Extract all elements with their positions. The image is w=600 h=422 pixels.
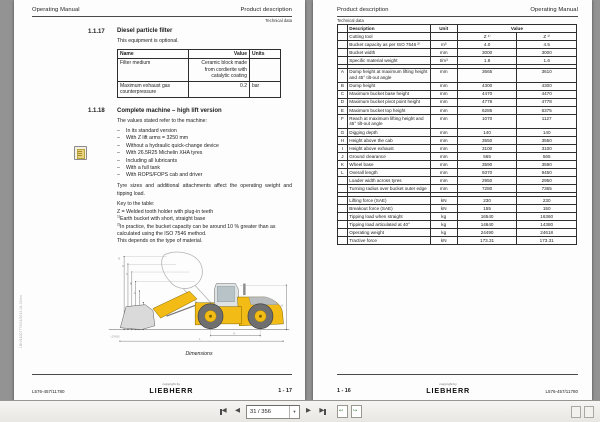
left-page-content <box>32 28 292 361</box>
technical-data-table <box>337 24 577 245</box>
manual-page-left <box>14 0 305 401</box>
figure-code: L576060 <box>110 335 120 338</box>
section-1117 <box>32 28 292 104</box>
bullet-item: – With a full tank <box>117 164 161 171</box>
bucket <box>120 304 155 329</box>
note-icon <box>74 146 87 160</box>
bullet-item: – With 26.5R25 Michelin XHA tyres <box>117 150 203 157</box>
header-rule <box>32 16 292 17</box>
svg-text:D: D <box>122 263 125 268</box>
paragraph: Tyre sizes and additional attachments affect the operating weight and tipping load. <box>117 183 292 197</box>
technical-table-body <box>338 33 577 245</box>
key-line: This depends on the type of material. <box>117 238 203 245</box>
table-row: I Height above exhaust mm 3100 3100 <box>338 145 577 153</box>
page-header <box>32 7 292 13</box>
col-value: Value <box>457 25 576 33</box>
table-row: Maximum exhaust gas counterpressure 0.2 bar <box>118 81 281 97</box>
col-letter <box>338 25 348 33</box>
bullet-item: – In its standard version <box>117 128 177 135</box>
table-row: Loader width across tyres mm 2950 2950 <box>338 177 577 185</box>
section-1118 <box>32 108 292 357</box>
bullet-item: – Including all lubricants <box>117 157 178 164</box>
liebherr-logo <box>426 383 470 394</box>
header-subtitle: Technical data <box>265 18 292 23</box>
previous-page-button[interactable]: ◀ <box>235 407 240 415</box>
table-row: A Dump height at maximum lifting height and 45° tilt-out angle mm 3665 3610 <box>338 68 577 82</box>
col-description: Description <box>347 25 430 33</box>
logo-wordmark: LIEBHERR <box>149 385 194 395</box>
table-row: Bucket capacity as per ISO 7546 ²⁾ m³ 4.0 4.5 <box>338 41 577 49</box>
filter-table <box>117 49 281 98</box>
last-page-button[interactable]: ▶ <box>319 407 325 415</box>
section-title: Diesel particle filter <box>117 28 173 34</box>
table-row: Specific material weight t/m³ 1.8 1.6 <box>338 57 577 65</box>
chevron-down-icon[interactable]: ▼ <box>289 406 299 418</box>
next-view-button[interactable]: ↪ <box>351 405 362 418</box>
table-row: K Wheel base mm 3590 3590 <box>338 161 577 169</box>
col-value: Value <box>189 49 250 59</box>
page-footer <box>32 383 292 394</box>
key-line: $^{1)}$Earth bucket with short, straight base <box>117 214 206 223</box>
logo-wordmark: LIEBHERR <box>426 385 471 395</box>
vertical-doc-code: LBH/11007775/01/2012-04-20/en <box>19 295 23 348</box>
header-left-text: Operating Manual <box>32 7 80 13</box>
table-row: Tipping load articulated at 40° kg 14640 14380 <box>338 221 577 229</box>
table-row: L Overall length mm 9370 9450 <box>338 169 577 177</box>
logo-copyright-text: copyright by <box>439 382 457 386</box>
table-row: Operating weight kg 24490 24618 <box>338 229 577 237</box>
first-page-button[interactable]: ◀ <box>221 407 227 415</box>
exhaust <box>243 283 245 295</box>
svg-text:L: L <box>199 336 201 341</box>
header-rule <box>337 16 578 17</box>
page-mode-icon-2[interactable] <box>584 406 594 418</box>
filter-table-body <box>118 59 281 98</box>
footer-rule <box>337 374 578 375</box>
table-row: Cutting tool Z ¹⁾ Z ¹⁾ <box>338 33 577 41</box>
liebherr-logo <box>149 383 193 394</box>
wheel-loader-illustration <box>103 249 295 350</box>
svg-text:B: B <box>129 281 132 286</box>
page-header <box>337 7 578 13</box>
col-name: Name <box>118 49 189 59</box>
table-row: Tipping load when straight kg 16540 16360 <box>338 213 577 221</box>
key-line: $^{2)}$In practice, the bucket capacity can be around 10 % greater than as calculated using the ISO 7546 method. <box>117 221 276 237</box>
bullet-item: – Without a hydraulic quick-change device <box>117 142 219 149</box>
section-title: Complete machine – high lift version <box>117 107 222 114</box>
table-row: H Height above the cab mm 3550 3550 <box>338 137 577 145</box>
manual-page-right <box>313 0 592 401</box>
table-row: Tractive force kN 173.31 173.31 <box>338 237 577 245</box>
table-row: B Dump height mm 4300 4300 <box>338 82 577 90</box>
key-title: Key to the table: <box>117 201 155 208</box>
table-row: Bucket width mm 3000 3000 <box>338 49 577 57</box>
col-units: Units <box>250 49 281 59</box>
table-row: F Reach at maximum lifting height and 45° tilt-out angle mm 1070 1127 <box>338 115 577 129</box>
pdf-viewer-toolbar <box>0 400 600 422</box>
section-intro: The values stated refer to the machine: <box>117 117 207 124</box>
lift-arm <box>153 291 197 318</box>
table-row: J Ground clearance mm 565 565 <box>338 153 577 161</box>
key-lines <box>117 209 292 246</box>
page-indicator-value[interactable]: 31 / 356 <box>250 408 271 415</box>
svg-text:C: C <box>126 271 129 276</box>
bullet-item: – With Z lift arms = 3250 mm <box>117 135 189 142</box>
header-left-text: Product description <box>337 7 389 13</box>
svg-text:H: H <box>280 303 283 308</box>
table-row: Lifting force (SAE) kN 230 230 <box>338 196 577 204</box>
page-footer <box>337 383 578 394</box>
table-row: Filter medium Ceramic block made from cordierite with catalytic coating <box>118 59 281 82</box>
footer-page-number: 1 - 17 <box>278 388 292 394</box>
header-subtitle: Technical data <box>337 18 364 23</box>
previous-view-button[interactable]: ↩ <box>337 405 348 418</box>
next-page-button[interactable]: ▶ <box>306 407 311 415</box>
figure-caption: Dimensions <box>185 350 213 357</box>
table-row: Breakout force (SAE) kN 155 150 <box>338 205 577 213</box>
table-header-row <box>338 25 577 33</box>
header-right-text: Operating Manual <box>530 7 578 13</box>
section-number: 1.1.17 <box>88 28 105 35</box>
svg-text:A: A <box>133 290 136 295</box>
table-header-row <box>118 49 281 59</box>
page-number-field[interactable] <box>246 405 300 419</box>
logo-copyright-text: copyright by <box>162 382 181 386</box>
svg-text:K: K <box>233 331 236 336</box>
footer-doc-number: L576-457/11780 <box>32 389 65 394</box>
table-row: C Maximum bucket base height mm 4470 4470 <box>338 90 577 98</box>
header-right-text: Product description <box>240 7 292 13</box>
bullet-list <box>117 128 292 180</box>
svg-text:E: E <box>118 256 121 261</box>
col-unit: Unit <box>430 25 457 33</box>
table-row: E Maximum bucket top height mm 6285 6375 <box>338 106 577 114</box>
footer-rule <box>32 374 292 375</box>
table-row: G Digging depth mm 140 140 <box>338 128 577 136</box>
section-intro: This equipment is optional. <box>117 38 179 44</box>
page-mode-icon-1[interactable] <box>571 406 581 418</box>
table-row: Turning radius over bucket outer edge mm 7280 7365 <box>338 185 577 193</box>
key-line: Z = Welded tooth holder with plug-in teeth <box>117 208 214 215</box>
section-number: 1.1.18 <box>88 108 105 115</box>
footer-doc-number: L576-457/11780 <box>545 389 578 394</box>
bullet-item: – With ROPS/FOPS cab and driver <box>117 172 203 179</box>
table-row: D Maximum bucket pivot point height mm 4778 4778 <box>338 98 577 106</box>
page-navigation <box>218 405 362 419</box>
toolbar-corner-icons <box>571 406 594 418</box>
footer-page-number: 1 - 16 <box>337 388 351 394</box>
